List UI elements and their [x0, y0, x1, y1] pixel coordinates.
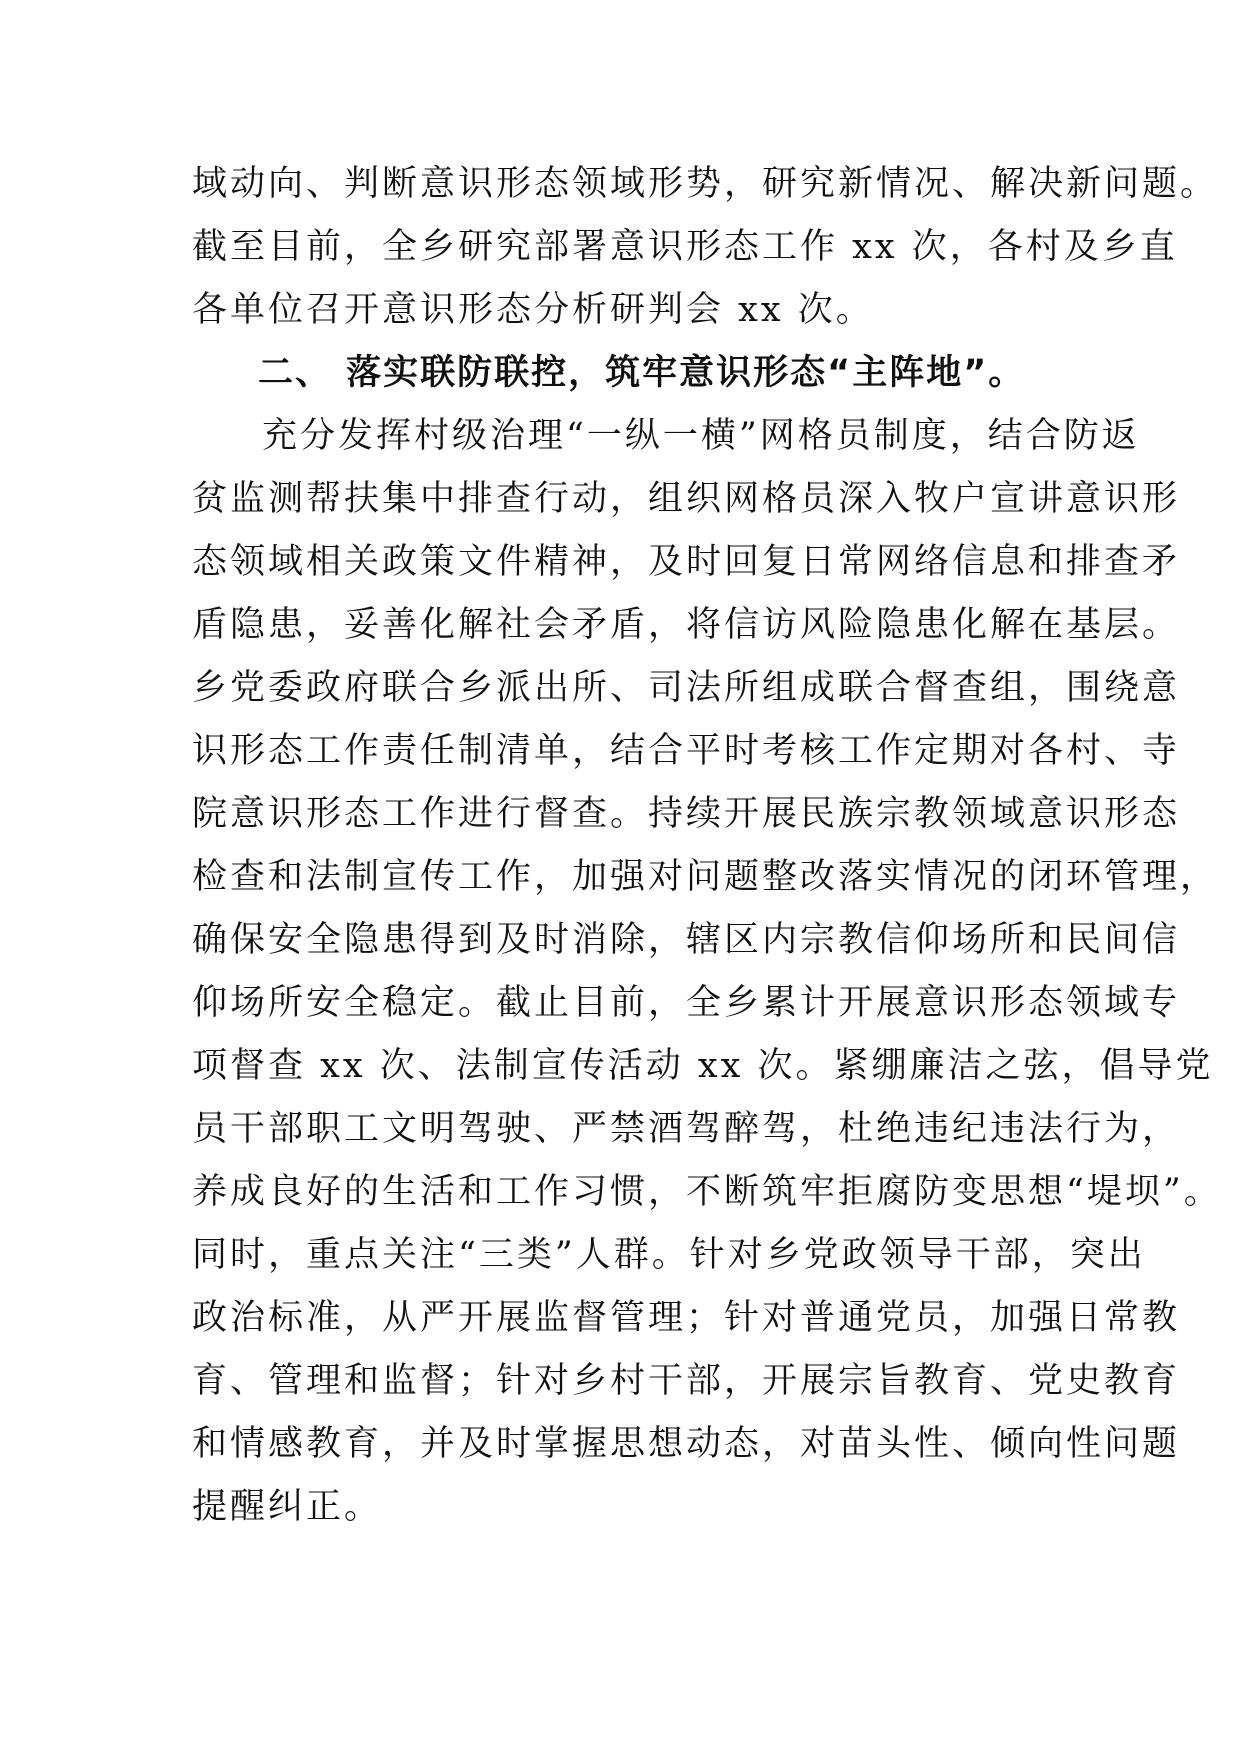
paragraph-line-21: 和情感教育，并及时掌握思想动态，对苗头性、倾向性问题: [192, 1424, 1181, 1464]
paragraph-line-3: 各单位召开意识形态分析研判会 xx 次。: [192, 290, 874, 330]
paragraph-line-19: 政治标准，从严开展监督管理；针对普通党员，加强日常教: [192, 1298, 1181, 1338]
paragraph-line-20: 育、管理和监督；针对乡村干部，开展宗旨教育、党史教育: [192, 1361, 1181, 1401]
paragraph-line-8: 盾隐患，妥善化解社会矛盾，将信访风险隐患化解在基层。: [192, 605, 1181, 645]
paragraph-line-10: 识形态工作责任制清单，结合平时考核工作定期对各村、寺: [192, 731, 1181, 771]
document-body: [192, 153, 1222, 1539]
paragraph-line-1: 域动向、判断意识形态领域形势，研究新情况、解决新问题。: [192, 164, 1219, 204]
paragraph-line-13: 确保安全隐患得到及时消除，辖区内宗教信仰场所和民间信: [192, 920, 1181, 960]
paragraph-line-2: 截至目前，全乡研究部署意识形态工作 xx 次，各村及乡直: [192, 227, 1178, 267]
paragraph-line-12: 检查和法制宣传工作，加强对问题整改落实情况的闭环管理，: [192, 857, 1219, 897]
paragraph-line-11: 院意识形态工作进行督查。持续开展民族宗教领域意识形态: [192, 794, 1181, 834]
paragraph-line-5: 充分发挥村级治理“一纵一横”网格员制度，结合防返: [262, 416, 1140, 456]
paragraph-line-7: 态领域相关政策文件精神，及时回复日常网络信息和排查矛: [192, 542, 1181, 582]
paragraph-line-9: 乡党委政府联合乡派出所、司法所组成联合督查组，围绕意: [192, 668, 1181, 708]
paragraph-line-22: 提醒纠正。: [192, 1487, 383, 1527]
paragraph-line-14: 仰场所安全稳定。截止目前，全乡累计开展意识形态领域专: [192, 983, 1181, 1023]
paragraph-line-15: 项督查 xx 次、法制宣传活动 xx 次。紧绷廉洁之弦，倡导党: [192, 1046, 1214, 1086]
paragraph-line-16: 员干部职工文明驾驶、严禁酒驾醉驾，杜绝违纪违法行为，: [192, 1109, 1181, 1149]
paragraph-line-6: 贫监测帮扶集中排查行动，组织网格员深入牧户宣讲意识形: [192, 479, 1181, 519]
paragraph-line-17: 养成良好的生活和工作习惯，不断筑牢拒腐防变思想“堤坝”。: [192, 1172, 1222, 1212]
section-heading: 二、 落实联防联控，筑牢意识形态“主阵地”。: [258, 353, 1026, 393]
paragraph-line-18: 同时，重点关注“三类”人群。针对乡党政领导干部，突出: [192, 1235, 1146, 1275]
